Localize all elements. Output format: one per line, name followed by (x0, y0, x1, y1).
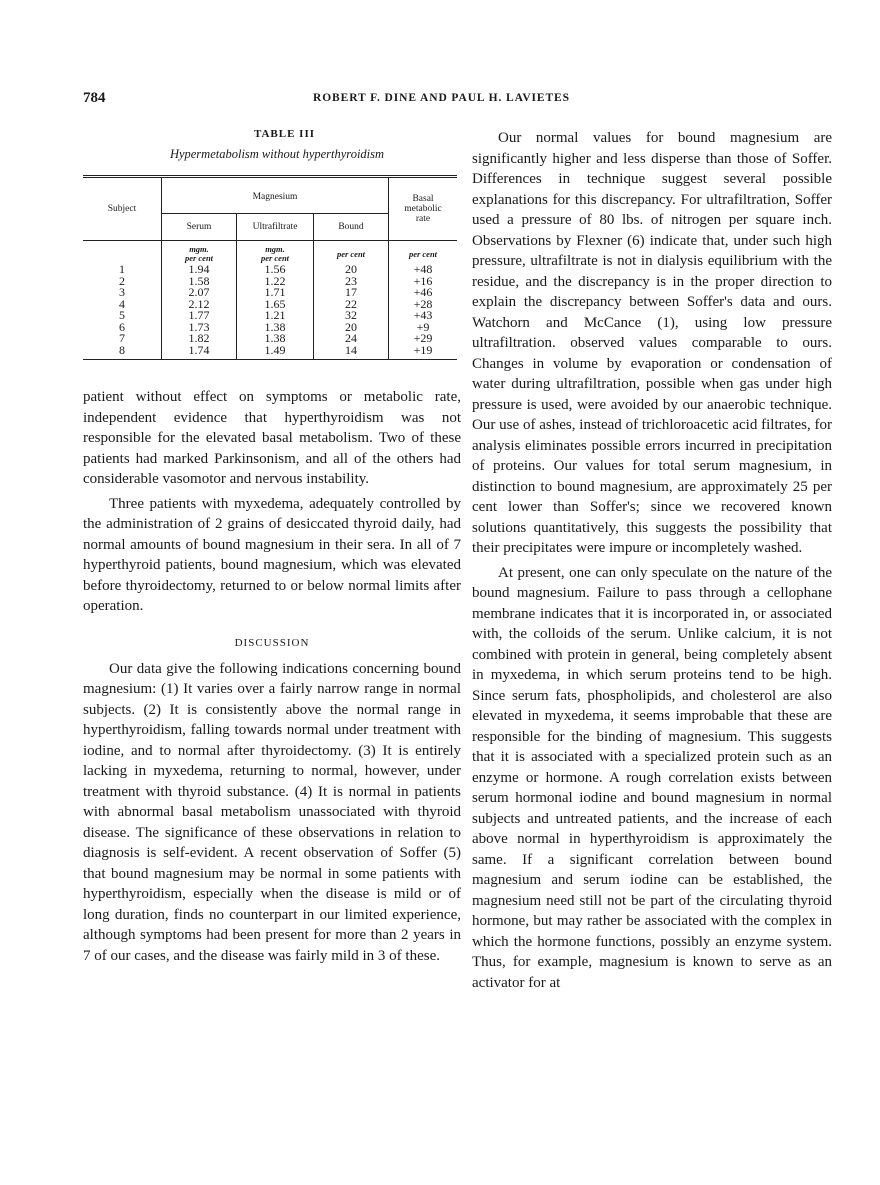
bmr-line-2: metabolic (404, 204, 442, 214)
section-title: DISCUSSION (234, 636, 310, 649)
magnesium-table (83, 175, 457, 360)
col-header-ultrafiltrate: Ultrafiltrate (237, 214, 314, 241)
col-header-serum: Serum (162, 214, 237, 241)
units-row (83, 241, 457, 265)
paragraph: Our data give the following indications concerning bound magnesium: (1) It varies over a fairly narrow range in normal subjects. (2) It is consistently above the normal range in hyperthyroidism, falling towards normal under treatment with iodine, and to normal after thyroidectomy. (3) It is entirely lacking in myxedema, returning to normal, however, under treatment with thyroid substance. (4) It is normal in patients with abnormal basal metabolism unassociated with thyroid disease. The significance of these observations in relation to diagnosis is self-evident. A recent observation of Soffer (5) that bound magnesium may be normal in some patients with hyperthyroidism, especially when the disease is mild or of long duration, finds no counterpart in our limited experience, although symptoms had been present for more than 2 years in 7 of our cases, and the disease was fairly mild in 3 of these. (83, 660, 461, 964)
running-head: ROBERT F. DINE AND PAUL H. LAVIETES (313, 92, 570, 104)
bmr-line-1: Basal (412, 194, 434, 204)
table-row: 3 2.07 1.71 17 +46 (83, 287, 457, 299)
table-title: Hypermetabolism without hyperthyroidism (169, 147, 385, 161)
paragraph: At present, one can only speculate on the nature of the bound magnesium. Failure to pass through a cellophane membrane indicates that it is incorporated in, or associated with, the colloids of the serum. Unlike calcium, it is not combined with protein in general, being completely absent in myxedema, in which serum proteins tend to be high. Since serum fats, phospholipids, and cholesterol are also elevated in myxedema, it seems improbable that these are responsible for the binding of magnesium. This suggests that it is associated with a specialized protein such as an enzyme or hormone. A rough correlation exists between serum hormonal iodine and bound magnesium in normal subjects and untreated patients, and the increase of each above normal in hyperthyroidism is approximately the same. If a significant correlation between bound magnesium and serum iodine can be established, the magnesium need still not be part of the circulating thyroid hormone, but may rather be associated with the complex in which the hormone functions, possibly an enzyme system. Thus, for example, magnesium is known to serve as an activator for at (472, 564, 832, 991)
unit-bound: per cent (314, 241, 389, 265)
table-row: 8 1.74 1.49 14 +19 (83, 345, 457, 360)
col-header-bmr (389, 177, 458, 241)
table-row: 4 2.12 1.65 22 +28 (83, 299, 457, 311)
paragraph: Our normal values for bound magnesium are significantly higher and less disperse than those of Soffer. Differences in technique suggest several possible explanations for this discrepancy. For ultrafiltration, Soffer used a pressure of 80 lbs. of nitrogen per square inch. Observations by Flexner (6) indicate that, under such high pressure, ultrafiltrate is not in dialysis equilibrium with the residue, and the discrepancy is in the proper direction to explain the discrepancy between Soffer's data and ours. Watchorn and McCance (1), using low pressure ultrafiltration. observed values comparable to ours. Changes in volume by evaporation or condensation of water during ultrafiltration, possible when gas under high pressure is used, were avoided by our anaerobic technique. Our use of ashes, instead of trichloroacetic acid filtrates, for analysis eliminates possible errors incurred in precipitation of proteins. Our values for total serum magnesium, in distinction to bound magnesium, are approximately 25 per cent lower than Soffer's; since we recovered known solutions quantitatively, this suggests the possibility that their precipitates were impure or incompletely washed. (472, 130, 832, 556)
paragraph: Three patients with myxedema, adequately controlled by the administration of 2 grains of desiccated thyroid daily, had normal amounts of bound magnesium in their sera. In all of 7 hyperthyroid patients, bound magnesium, which was elevated before thyroidectomy, returned to or below normal limits after operation. (83, 495, 461, 614)
page-header (83, 90, 823, 110)
bmr-line-3: rate (415, 214, 431, 224)
left-column (83, 128, 461, 966)
page-number: 784 (83, 90, 106, 106)
table-row: 7 1.82 1.38 24 +29 (83, 333, 457, 345)
right-column (472, 128, 832, 993)
col-header-magnesium: Magnesium (162, 177, 389, 214)
table-row: 1 1.94 1.56 20 +48 (83, 264, 457, 276)
paragraph: patient without effect on symptoms or metabolic rate, independent evidence that hyperthyroidism was not responsible for the elevated basal metabolism. Two of these patients had marked Parkinsonism, and all of the others had considerable vasomotor and nervous instability. (83, 389, 461, 487)
unit-bmr: per cent (408, 248, 438, 259)
unit-ultrafiltrate: mgm. per cent (237, 241, 314, 265)
col-header-subject: Subject (83, 177, 162, 241)
table-row: 6 1.73 1.38 20 +9 (83, 322, 457, 334)
unit-serum: mgm. per cent (162, 241, 237, 265)
table-row: 5 1.77 1.21 32 +43 (83, 310, 457, 322)
table-row: 2 1.58 1.22 23 +16 (83, 276, 457, 288)
col-header-bound: Bound (314, 214, 389, 241)
table-caption: TABLE III (253, 128, 316, 140)
